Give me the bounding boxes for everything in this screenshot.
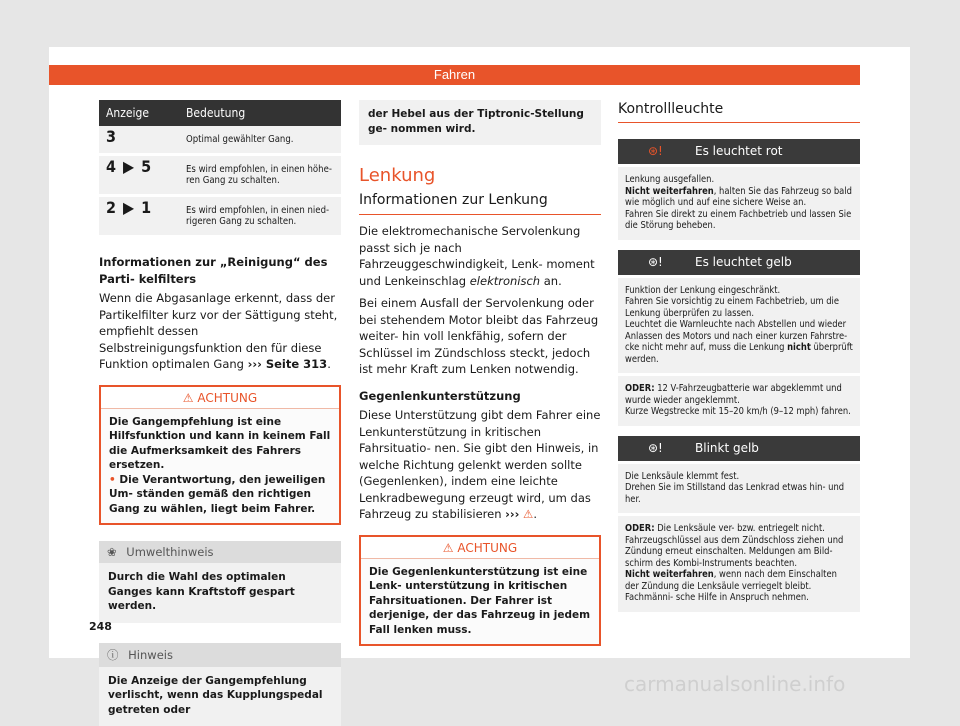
- red-line-2: [625, 186, 853, 209]
- column-1: [99, 100, 341, 726]
- steering-para-1: [359, 223, 601, 289]
- blink-line-1: Die Lenksäule klemmt fest.: [625, 471, 853, 483]
- steering-wheel-warning-icon: ⊛!: [648, 436, 663, 461]
- gear-symbol: 4 ▶ 5: [99, 155, 179, 196]
- blink-oder-line: [625, 523, 853, 569]
- warning-title: ACHTUNG: [457, 541, 517, 555]
- blink-oder-text: [618, 516, 860, 612]
- warning-triangle-icon: ⚠: [183, 391, 194, 405]
- yellow-line-3-text: Leuchtet die Warnleuchte nach Abstellen und wieder Anlassen des Motors und nach einer kurzen Fahrstre- cke nicht mehr auf, muss die Lenkung: [625, 319, 847, 353]
- red-line-3: Fahren Sie direkt zu einem Fachbetrieb und lassen Sie die Störung beheben.: [625, 209, 853, 232]
- indicator-title: Kontrollleuchte: [618, 101, 860, 123]
- yellow-oder-line: [625, 383, 853, 406]
- steering-para-1-text: Die elektromechanische Servolenkung passt sich je nach Fahrzeuggeschwindigkeit, Lenk- moment und Lenkeinschlag: [359, 224, 595, 288]
- gear-meaning: Es wird empfohlen, in einen nied- rigeren Gang zu schalten.: [179, 196, 341, 237]
- warning-link[interactable]: ›››: [505, 507, 519, 521]
- blink-indicator-label: Blinkt gelb: [695, 436, 759, 461]
- yellow-oder-2: Kurze Wegstrecke mit 15–20 km/h (9–12 mph) fahren.: [625, 406, 853, 418]
- column-3: [618, 100, 860, 612]
- environment-title: Umwelthinweis: [126, 545, 213, 559]
- table-row: [99, 196, 341, 237]
- warning-box: [359, 535, 601, 647]
- red-line-1: Lenkung ausgefallen.: [625, 174, 853, 186]
- hint-note: [99, 643, 341, 726]
- warning-triangle-icon: ⚠: [523, 507, 533, 521]
- warning-header: [361, 537, 599, 559]
- warning-header: [101, 387, 339, 409]
- hint-continued: [359, 100, 601, 145]
- period: .: [327, 357, 331, 371]
- yellow-line-1: Funktion der Lenkung eingeschränkt.: [625, 285, 853, 297]
- warning-box: [99, 385, 341, 526]
- leaf-icon: ❀: [107, 545, 117, 559]
- column-2: [359, 100, 601, 646]
- blink-nw-text: , wenn nach dem Einschalten der Zündung die Lenksäule verriegelt bleibt. Fachmänni- sche Hilfe in Anspruch nehmen.: [625, 569, 837, 603]
- warning-body: [101, 409, 339, 524]
- steering-wheel-warning-icon: ⊛!: [648, 139, 663, 164]
- yellow-bold: nicht: [787, 342, 811, 353]
- countersteer-para: Diese Unterstützung gibt dem Fahrer eine Lenkunterstützung in kritischen Fahrsituatio- nen. Sie gibt den Hinweis, in welche Richtung gelenkt werden sollte (Gegenlenken), indem eine leichte Lenkradbewegung erzeugt wird, um das Fahrzeug zu stabilisieren ››› ⚠.: [359, 407, 601, 523]
- hint-continued-text: der Hebel aus der Tiptronic-Stellung ge- nommen wird.: [359, 100, 601, 145]
- hint-body: Die Anzeige der Gangempfehlung verlischt, wenn das Kupplungspedal getreten oder: [99, 667, 341, 726]
- table-header-anzeige: Anzeige: [99, 100, 179, 126]
- warning-line-1: Die Gangempfehlung ist eine Hilfsfunktion und kann in keinem Fall die Aufmerksamkeit des Fahrers ersetzen.: [109, 415, 331, 473]
- info-icon: ⓘ: [107, 648, 119, 662]
- particle-filter-text: [99, 290, 341, 373]
- blink-bold: Nicht weiterfahren: [625, 569, 714, 580]
- table-row: [99, 155, 341, 196]
- page-link[interactable]: ››› Seite 313: [248, 357, 328, 371]
- steering-para-1-emphasis: elektronisch: [470, 274, 540, 288]
- bullet-icon: •: [109, 474, 116, 486]
- gear-meaning: Es wird empfohlen, in einen höhe- ren Gang zu schalten.: [179, 155, 341, 196]
- blink-nw-line: [625, 569, 853, 604]
- section-title: Lenkung: [359, 165, 601, 186]
- yellow-indicator-text: [618, 278, 860, 374]
- table-row: [99, 126, 341, 155]
- gear-indicator-table: [99, 100, 341, 238]
- oder-label: ODER:: [625, 383, 655, 394]
- hint-title: Hinweis: [128, 648, 173, 662]
- red-indicator-label: Es leuchtet rot: [695, 139, 783, 164]
- warning-body: Die Gegenlenkunterstützung ist eine Lenk- unterstützung in kritischen Fahrsituationen. Der Fahrer ist derjenige, der das Fahrzeug in jedem Fall lenken muss.: [361, 559, 599, 645]
- warning-line-2: [109, 473, 331, 517]
- red-bold: Nicht weiterfahren: [625, 186, 714, 197]
- page-number: 248: [89, 620, 112, 633]
- yellow-line-3-end: überprüft werden.: [625, 342, 853, 365]
- environment-body: Durch die Wahl des optimalen Ganges kann Kraftstoff gespart werden.: [99, 563, 341, 623]
- watermark: carmanualsonline.info: [624, 672, 845, 696]
- particle-filter-para: Wenn die Abgasanlage erkennt, dass der Partikelfilter kurz vor der Sättigung steht, empfiehlt dessen Selbstreinigungsfunktion den für diese Funktion optimalen Gang: [99, 291, 337, 371]
- gear-symbol: 2 ▶ 1: [99, 196, 179, 237]
- table-header-row: [99, 100, 341, 126]
- yellow-indicator-label: Es leuchtet gelb: [695, 250, 792, 275]
- countersteer-heading: Gegenlenkunterstützung: [359, 388, 601, 405]
- warning-title: ACHTUNG: [197, 391, 257, 405]
- gear-meaning: Optimal gewählter Gang.: [179, 126, 341, 155]
- steering-para-1-end: an.: [544, 274, 562, 288]
- section-subtitle: Informationen zur Lenkung: [359, 192, 601, 215]
- environment-note-header: [99, 541, 341, 563]
- yellow-oder-text: [618, 376, 860, 426]
- steering-wheel-warning-icon: ⊛!: [648, 250, 663, 275]
- yellow-line-2: Fahren Sie vorsichtig zu einem Fachbetrieb, um die Lenkung überprüfen zu lassen.: [625, 296, 853, 319]
- section-header: Fahren: [49, 65, 860, 85]
- yellow-indicator-bar: [618, 250, 860, 275]
- yellow-oder-1: 12 V-Fahrzeugbatterie war abgeklemmt und wurde wieder angeklemmt.: [625, 383, 842, 406]
- countersteer-text: Diese Unterstützung gibt dem Fahrer eine Lenkunterstützung in kritischen Fahrsituatio- nen. Sie gibt den Hinweis, in welche Richtung gelenkt werden sollte (Gegenlenken), indem eine leichte Lenkradbewegung erzeugt wird, um das Fahrzeug zu stabilisieren: [359, 408, 600, 521]
- steering-para-2: Bei einem Ausfall der Servolenkung oder bei stehendem Motor bleibt das Fahrzeug weiter- hin voll lenkfähig, sofern der Schlüssel im Zündschloss steckt, jedoch ist mehr Kraft zum Lenken notwendig.: [359, 295, 601, 378]
- table-header-bedeutung: Bedeutung: [179, 100, 341, 126]
- environment-note: [99, 541, 341, 623]
- oder-label: ODER:: [625, 523, 655, 534]
- warning-triangle-icon: ⚠: [443, 541, 454, 555]
- red-line-2-text: , halten Sie das Fahrzeug so bald wie möglich und auf eine sichere Weise an.: [625, 186, 852, 209]
- blink-indicator-text: [618, 464, 860, 514]
- red-indicator-bar: [618, 139, 860, 164]
- particle-filter-heading: Informationen zur „Reinigung“ des Parti- kelfilters: [99, 254, 341, 287]
- blink-line-2: Drehen Sie im Stillstand das Lenkrad etwas hin- und her.: [625, 482, 853, 505]
- gear-symbol: 3: [99, 126, 179, 155]
- blink-indicator-bar: [618, 436, 860, 461]
- yellow-line-3: [625, 319, 853, 365]
- red-indicator-text: [618, 167, 860, 240]
- hint-header: [99, 643, 341, 667]
- blink-oder-1: Die Lenksäule ver- bzw. entriegelt nicht. Fahrzeugschlüssel aus dem Zündschloss ziehen und Zündung erneut einschalten. Meldungen am Bild- schirm des Kombi-Instruments beachten.: [625, 523, 843, 569]
- warning-bullet-text: Die Verantwortung, den jeweiligen Um- ständen gemäß den richtigen Gang zu wählen, liegt beim Fahrer.: [109, 474, 325, 515]
